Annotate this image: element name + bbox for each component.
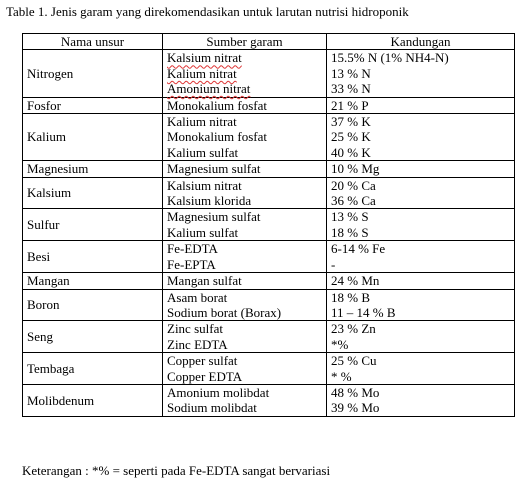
content-line: 48 % Mo: [331, 384, 380, 400]
source-cell: [163, 114, 327, 161]
content-line: 10 % Mg: [331, 161, 380, 177]
table-header-row: [23, 34, 515, 50]
source-line: Kalium nitrat: [167, 114, 237, 130]
source-cell: [163, 241, 327, 273]
source-line: Amonium nitrat: [167, 81, 251, 97]
table-row: [23, 50, 515, 97]
table-row: [23, 289, 515, 321]
source-cell: [163, 273, 327, 289]
source-line: Copper EDTA: [167, 368, 243, 384]
content-cell: [327, 50, 515, 97]
content-line: 18 % B: [331, 289, 370, 305]
element-cell: Magnesium: [23, 161, 163, 177]
element-cell: Sulfur: [23, 209, 163, 241]
content-cell: [327, 209, 515, 241]
header-source: Sumber garam: [163, 34, 327, 50]
content-line: 25 % K: [331, 129, 371, 145]
table-footnote: Keterangan : *% = seperti pada Fe-EDTA sangat bervariasi: [22, 463, 331, 478]
table-row: [23, 321, 515, 353]
content-line: 13 % S: [331, 209, 369, 225]
table-row: [23, 273, 515, 289]
content-cell: [327, 97, 515, 113]
table-row: [23, 97, 515, 113]
source-line: Sodium molibdat: [167, 400, 257, 416]
content-cell: [327, 384, 515, 416]
content-cell: [327, 241, 515, 273]
content-line: 40 % K: [331, 144, 371, 160]
header-content: Kandungan: [327, 34, 515, 50]
source-line: Zinc sulfat: [167, 321, 223, 337]
source-line: Sodium borat (Borax): [167, 304, 282, 320]
table-caption: Table 1. Jenis garam yang direkomendasikan untuk larutan nutrisi hidroponik: [6, 4, 409, 19]
content-cell: [327, 353, 515, 385]
source-cell: [163, 177, 327, 209]
content-line: 13 % N: [331, 65, 371, 81]
table-row: [23, 177, 515, 209]
content-line: * %: [331, 368, 352, 384]
element-cell: Kalsium: [23, 177, 163, 209]
element-cell: Mangan: [23, 273, 163, 289]
source-line: Monokalium fosfat: [167, 129, 268, 145]
element-cell: Seng: [23, 321, 163, 353]
source-cell: [163, 384, 327, 416]
source-line: Kalsium nitrat: [167, 177, 242, 193]
source-line: Magnesium sulfat: [167, 209, 261, 225]
element-cell: Kalium: [23, 114, 163, 161]
element-cell: Besi: [23, 241, 163, 273]
source-line: Copper sulfat: [167, 353, 238, 369]
content-line: -: [331, 256, 336, 272]
header-element: Nama unsur: [23, 34, 163, 50]
table-row: [23, 353, 515, 385]
content-line: 36 % Ca: [331, 193, 376, 209]
source-line: Asam borat: [167, 289, 228, 305]
content-line: 11 – 14 % B: [331, 304, 396, 320]
content-line: *%: [331, 336, 349, 352]
source-cell: [163, 209, 327, 241]
table-row: [23, 114, 515, 161]
content-cell: [327, 161, 515, 177]
source-line: Kalium nitrat: [167, 65, 237, 81]
element-cell: Boron: [23, 289, 163, 321]
source-cell: [163, 289, 327, 321]
source-line: Kalium sulfat: [167, 144, 239, 160]
source-line: Mangan sulfat: [167, 273, 242, 289]
table-row: [23, 161, 515, 177]
content-cell: [327, 273, 515, 289]
source-cell: [163, 97, 327, 113]
source-line: Fe-EPTA: [167, 256, 216, 272]
source-line: Amonium molibdat: [167, 384, 270, 400]
source-line: Kalium sulfat: [167, 224, 239, 240]
element-cell: Fosfor: [23, 97, 163, 113]
content-line: 15.5% N (1% NH4-N): [331, 50, 449, 66]
source-cell: [163, 50, 327, 97]
source-line: Zinc EDTA: [167, 336, 228, 352]
source-line: Monokalium fosfat: [167, 97, 268, 113]
table-row: [23, 384, 515, 416]
content-line: 33 % N: [331, 81, 371, 97]
content-line: 25 % Cu: [331, 353, 377, 369]
source-line: Fe-EDTA: [167, 241, 218, 257]
content-line: 37 % K: [331, 114, 371, 130]
table-row: [23, 209, 515, 241]
content-line: 18 % S: [331, 224, 369, 240]
table-row: [23, 241, 515, 273]
content-line: 39 % Mo: [331, 400, 380, 416]
content-cell: [327, 114, 515, 161]
element-cell: Tembaga: [23, 353, 163, 385]
content-line: 21 % P: [331, 97, 369, 113]
content-line: 23 % Zn: [331, 321, 376, 337]
element-cell: Molibdenum: [23, 384, 163, 416]
source-cell: [163, 353, 327, 385]
content-cell: [327, 289, 515, 321]
source-line: Kalsium klorida: [167, 193, 252, 209]
source-line: Magnesium sulfat: [167, 161, 261, 177]
content-cell: [327, 177, 515, 209]
nutrient-salt-table: [22, 33, 515, 417]
source-line: Kalsium nitrat: [167, 50, 242, 66]
content-line: 20 % Ca: [331, 177, 376, 193]
content-line: 24 % Mn: [331, 273, 380, 289]
element-cell: Nitrogen: [23, 50, 163, 97]
content-line: 6-14 % Fe: [331, 241, 386, 257]
source-cell: [163, 161, 327, 177]
content-cell: [327, 321, 515, 353]
source-cell: [163, 321, 327, 353]
